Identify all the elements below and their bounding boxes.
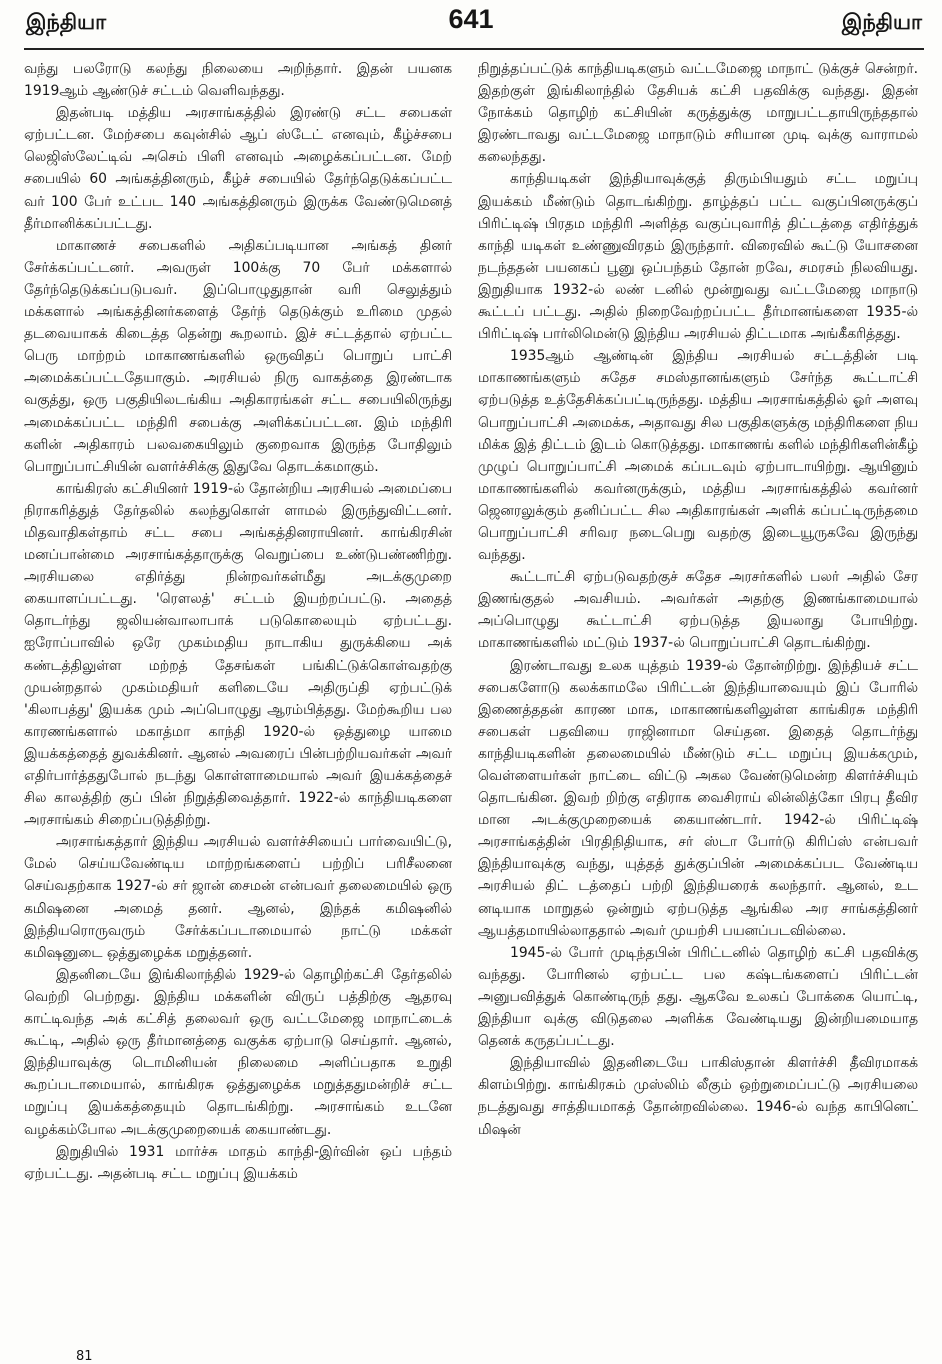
paragraph: மாகாணச் சபைகளில் அதிகப்படியான அங்கத் தினர் சேர்க்கப்பட்டனர். அவருள் 100க்கு 70 பேர் மக்களால் தேர்ந்தெடுக்கப்படுபவர். இப்பொழுதுதான் வரி செலுத்தும் மக்களால் அங்கத்தினர்களைத் தேர்ந் தெடுக்கும் உரிமை முதல் தடவையாகக் கிடைத்த தென்று கூறலாம். இச் சட்டத்தால் ஏற்பட்ட பெரு மாற்றம் மாகாணங்களில் ஒருவிதப் பொறுப் பாட்சி அமைக்கப்பட்டதேயாகும். அரசியல் நிரு வாகத்தை இரண்டாக வகுத்து, ஒரு பகுதியிலடங்கிய அதிகாரங்கள் சட்ட சபையிலிருந்து அமைக்கப்பட்ட மந்திரி சபைக்கு அளிக்கப்பட்டன. இம் மந்திரி களின் அதிகாரம் பலவகையிலும் குறைவாக இருந்த போதிலும் பொறுப்பாட்சியின் வளர்ச்சிக்கு இதுவே தொடக்கமாகும். xyxy=(24,237,452,475)
right-column xyxy=(478,58,918,1350)
paragraph: இரண்டாவது உலக யுத்தம் 1939-ல் தோன்றிற்று. இந்தியச் சட்ட சபைகளோடு கலக்காமலே பிரிட்டன் இந்தியாவையும் இப் போரில் இணைத்ததன் காரண மாக, மாகாணங்களிலுள்ள காங்கிரசு மந்திரி சபைகள் பதவியை ராஜினாமா செய்தன. இதைத் தொடர்ந்து காந்தியடிகளின் தலைமையில் மீண்டும் சட்ட மறுப்பு இயக்கமும், வெள்ளையர்கள் நாட்டை விட்டு அகல வேண்டுமென்ற கிளர்ச்சியும் தொடங்கின. இவற் றிற்கு எதிராக வைசிராய் லின்லித்கோ பிரபு தீவிர மான அடக்குமுறையைக் கையாண்டார். 1942-ல் பிரிட்டிஷ் அரசாங்கத்தின் பிரதிநிதியாக, சர் ஸ்டா போர்டு கிரிப்ஸ் என்பவர் இந்தியாவுக்கு வந்து, யுத்தத் துக்குப்பின் அமைக்கப்பட வேண்டிய அரசியல் திட் டத்தைப் பற்றி இந்தியரைக் கலந்தார். ஆனல், உட னடியாக மாறுதல் ஒன்றும் ஏற்படுத்த ஆங்கில அர சாங்கத்தினர் ஆயத்தமாயில்லாததால் அவர் முயற்சி பயனப்படவில்லை. xyxy=(478,657,918,939)
paragraph: இந்தியாவில் இதனிடையே பாகிஸ்தான் கிளர்ச்சி தீவிரமாகக் கிளம்பிற்று. காங்கிரசும் முஸ்லிம் லீகும் ஒற்றுமைப்பட்டு அரசியலை நடத்துவது சாத்தியமாகத் தோன்றவில்லை. 1946-ல் வந்த காபினெட் மிஷன் xyxy=(478,1055,918,1138)
paragraph: 1935ஆம் ஆண்டின் இந்திய அரசியல் சட்டத்தின் படி மாகாணங்களும் சுதேச சமஸ்தானங்களும் சேர்ந்த கூட்டாட்சி ஏற்படுத்த உத்தேசிக்கப்பட்டிருந்தது. மத்திய அரசாங்கத்தில் ஓர் அளவு பொறுப்பாட்சி அமைக்க, அதாவது சில பகுதிகளுக்கு மந்திரிகளை நிய மிக்க இத் திட்டம் இடம் கொடுத்தது. மாகாணங் களில் மந்திரிகளின்கீழ் முழுப் பொறுப்பாட்சி அமைக் கப்படவும் ஏற்பாடாயிற்று. ஆயினும் மாகாணங்களில் கவர்னருக்கும், மத்திய அரசாங்கத்தில் கவர்னர் ஜெனரலுக்கும் தனிப்பட்ட சில அதிகாரங்கள் அளிக் கப்பட்டிருந்தமை பொறுப்பாட்சி சரிவர நடைபெறு வதற்கு இடையூருகவே இருந்து வந்தது. xyxy=(478,348,918,564)
running-head-left: இந்தியா xyxy=(26,10,107,34)
paragraph: 1945-ல் போர் முடிந்தபின் பிரிட்டனில் தொழிற் கட்சி பதவிக்கு வந்தது. போரினல் ஏற்பட்ட பல கஷ்டங்களைப் பிரிட்டன் அனுபவித்துக் கொண்டிருந் தது. ஆகவே உலகப் போக்கை யொட்டி, இந்தியா வுக்கு விடுதலை அளிக்க வேண்டியது இன்றியமையாத தெனக் கருதப்பட்டது. xyxy=(478,944,918,1050)
left-column xyxy=(24,58,452,1350)
paragraph: நிறுத்தப்பட்டுக் காந்தியடிகளும் வட்டமேஜை மாநாட் டுக்குச் சென்றர். இதற்குள் இங்கிலாந்தில் தேசியக் கட்சி பதவிக்கு வந்தது. இதன் நோக்கம் தொழிற் கட்சியின் கருத்துக்கு மாறுபட்டதாயிருந்ததால் இரண்டாவது வட்டமேஜை மாநாடும் சரியான முடி வுக்கு வாராமல் கலைந்தது. xyxy=(478,61,918,166)
page-number: 641 xyxy=(448,4,494,34)
paragraph: காங்கிரஸ் கட்சியினர் 1919-ல் தோன்றிய அரசியல் அமைப்பை நிராகரித்துத் தேர்தலில் கலந்துகொள் ளாமல் இருந்துவிட்டனர். மிதவாதிகள்தாம் சட்ட சபை அங்கத்தினராயினர். காங்கிரசின் மனப்பான்மை அரசாங்கத்தாருக்கு வெறுப்பை உண்டுபண்ணிற்று. அரசியலை எதிர்த்து நின்றவர்கள்மீது அடக்குமுறை கையாளப்பட்டது. 'ரௌலத்' சட்டம் இயற்றப்பட்டு. அதைத் தொடர்ந்து ஜலியன்வாலாபாக் படுகொலையும் ஏற்பட்டது. ஐரோப்பாவில் ஒரே முகம்மதிய நாடாகிய துருக்கியை அக் கண்டத்திலுள்ள மற்றத் தேசங்கள் பங்கிட்டுக்கொள்வதற்கு முயன்றதால் முகம்மதியர் களிடையே அதிருப்தி ஏற்பட்டுக் 'கிலாபத்து' இயக்க மும் அப்பொழுது ஆரம்பித்தது. மேற்கூறிய பல காரணங்களால் மகாத்மா காந்தி 1920-ல் ஒத்துழை யாமை இயக்கத்தைத் துவக்கினர். ஆனல் அவரைப் பின்பற்றியவர்கள் அவர் எதிர்பார்த்ததுபோல் நடந்து கொள்ளாமையால் அவர் இயக்கத்தைச் சில காலத்திற் குப் பின் நிறுத்திவைத்தார். 1922-ல் காந்தியடிகளை அரசாங்கம் சிறைப்படுத்திற்று. xyxy=(24,480,452,829)
page-header xyxy=(0,0,942,48)
header-rule xyxy=(24,48,924,50)
paragraph: இதன்படி மத்திய அரசாங்கத்தில் இரண்டு சட்ட சபைகள் ஏற்பட்டன. மேற்சபை கவுன்சில் ஆப் ஸ்டேட் எனவும், கீழ்ச்சபை லெஜிஸ்லேட்டிவ் அசெம் பிளி எனவும் அழைக்கப்பட்டன. மேற் சபையில் 60 அங்கத்தினரும், கீழ்ச் சபையில் தேர்ந்தெடுக்கப்பட்ட வர் 100 பேர் உட்பட 140 அங்கத்தினரும் இருக்க வேண்டுமெனத் தீர்மானிக்கப்பட்டது. xyxy=(24,105,452,232)
running-head-right: இந்தியா xyxy=(841,10,922,34)
paragraph: இதனிடையே இங்கிலாந்தில் 1929-ல் தொழிற்கட்சி தேர்தலில் வெற்றி பெற்றது. இந்திய மக்களின் விருப் பத்திற்கு ஆதரவு காட்டிவந்த அக் கட்சித் தலைவர் ஒரு வட்டமேஜை மாநாட்டைக் கூட்டி, அதில் ஒரு தீர்மானத்தை வகுக்க ஏற்பாடு செய்தார். ஆனல், இந்தியாவுக்கு டொமினியன் நிலைமை அளிப்பதாக உறுதி கூறப்படாமையால், காங்கிரசு ஒத்துழைக்க மறுத்ததுமன்றிச் சட்ட மறுப்பு இயக்கத்தையும் தொடங்கிற்று. அரசாங்கம் உடனே வழக்கம்போல அடக்குமுறையைக் கையாண்டது. xyxy=(24,966,452,1138)
paragraph: வந்து பலரோடு கலந்து நிலையை அறிந்தார். இதன் பயனக 1919ஆம் ஆண்டுச் சட்டம் வெளிவந்தது. xyxy=(24,61,452,100)
paragraph: கூட்டாட்சி ஏற்படுவதற்குச் சுதேச அரசர்களில் பலர் அதில் சேர இணங்குதல் அவசியம். அவர்கள் அதற்கு இணங்காமையால் அப்பொழுது கூட்டாட்சி ஏற்படுத்த இயலாது போயிற்று. மாகாணங்களில் மட்டும் 1937-ல் பொறுப்பாட்சி தொடங்கிற்று. xyxy=(478,569,918,652)
paragraph: அரசாங்கத்தார் இந்திய அரசியல் வளர்ச்சியைப் பார்வையிட்டு, மேல் செய்யவேண்டிய மாற்றங்களைப் பற்றிப் பரிசீலனை செய்வதற்காக 1927-ல் சர் ஜான் சைமன் என்பவர் தலைமையில் ஒரு கமிஷனை அமைத் தனர். ஆனல், இந்தக் கமிஷனில் இந்தியரொருவரும் சேர்க்கப்படாமையால் நாட்டு மக்கள் கமிஷனுடை ஒத்துழைக்க மறுத்தனர். xyxy=(24,834,452,961)
paragraph: காந்தியடிகள் இந்தியாவுக்குத் திரும்பியதும் சட்ட மறுப்பு இயக்கம் மீண்டும் தொடங்கிற்று. தாழ்த்தப் பட்ட வகுப்பினருக்குப் பிரிட்டிஷ் பிரதம மந்திரி அளித்த வகுப்புவாரித் திட்டத்தை எதிர்த்துக் காந்தி யடிகள் உண்ணுவிரதம் இருந்தார். விரைவில் கூட்டு யோசனை நடந்ததன் பயனகப் பூனு ஒப்பந்தம் தோன் றவே, சமரசம் நிலவியது. இறுதியாக 1932-ல் லண் டனில் மூன்றுவது வட்டமேஜை மாநாடு கூட்டப் பட்டது. அதில் நிறைவேற்றப்பட்ட தீர்மானங்களை 1935-ல் பிரிட்டிஷ் பார்லிமென்டு இந்திய அரசியல் திட்டமாக அங்கீகரித்தது. xyxy=(478,171,918,343)
signature-mark: 81 xyxy=(76,1349,93,1364)
paragraph: இறுதியில் 1931 மார்ச்சு மாதம் காந்தி-இர்வின் ஒப் பந்தம் ஏற்பட்டது. அதன்படி சட்ட மறுப்பு இயக்கம் xyxy=(24,1143,452,1182)
